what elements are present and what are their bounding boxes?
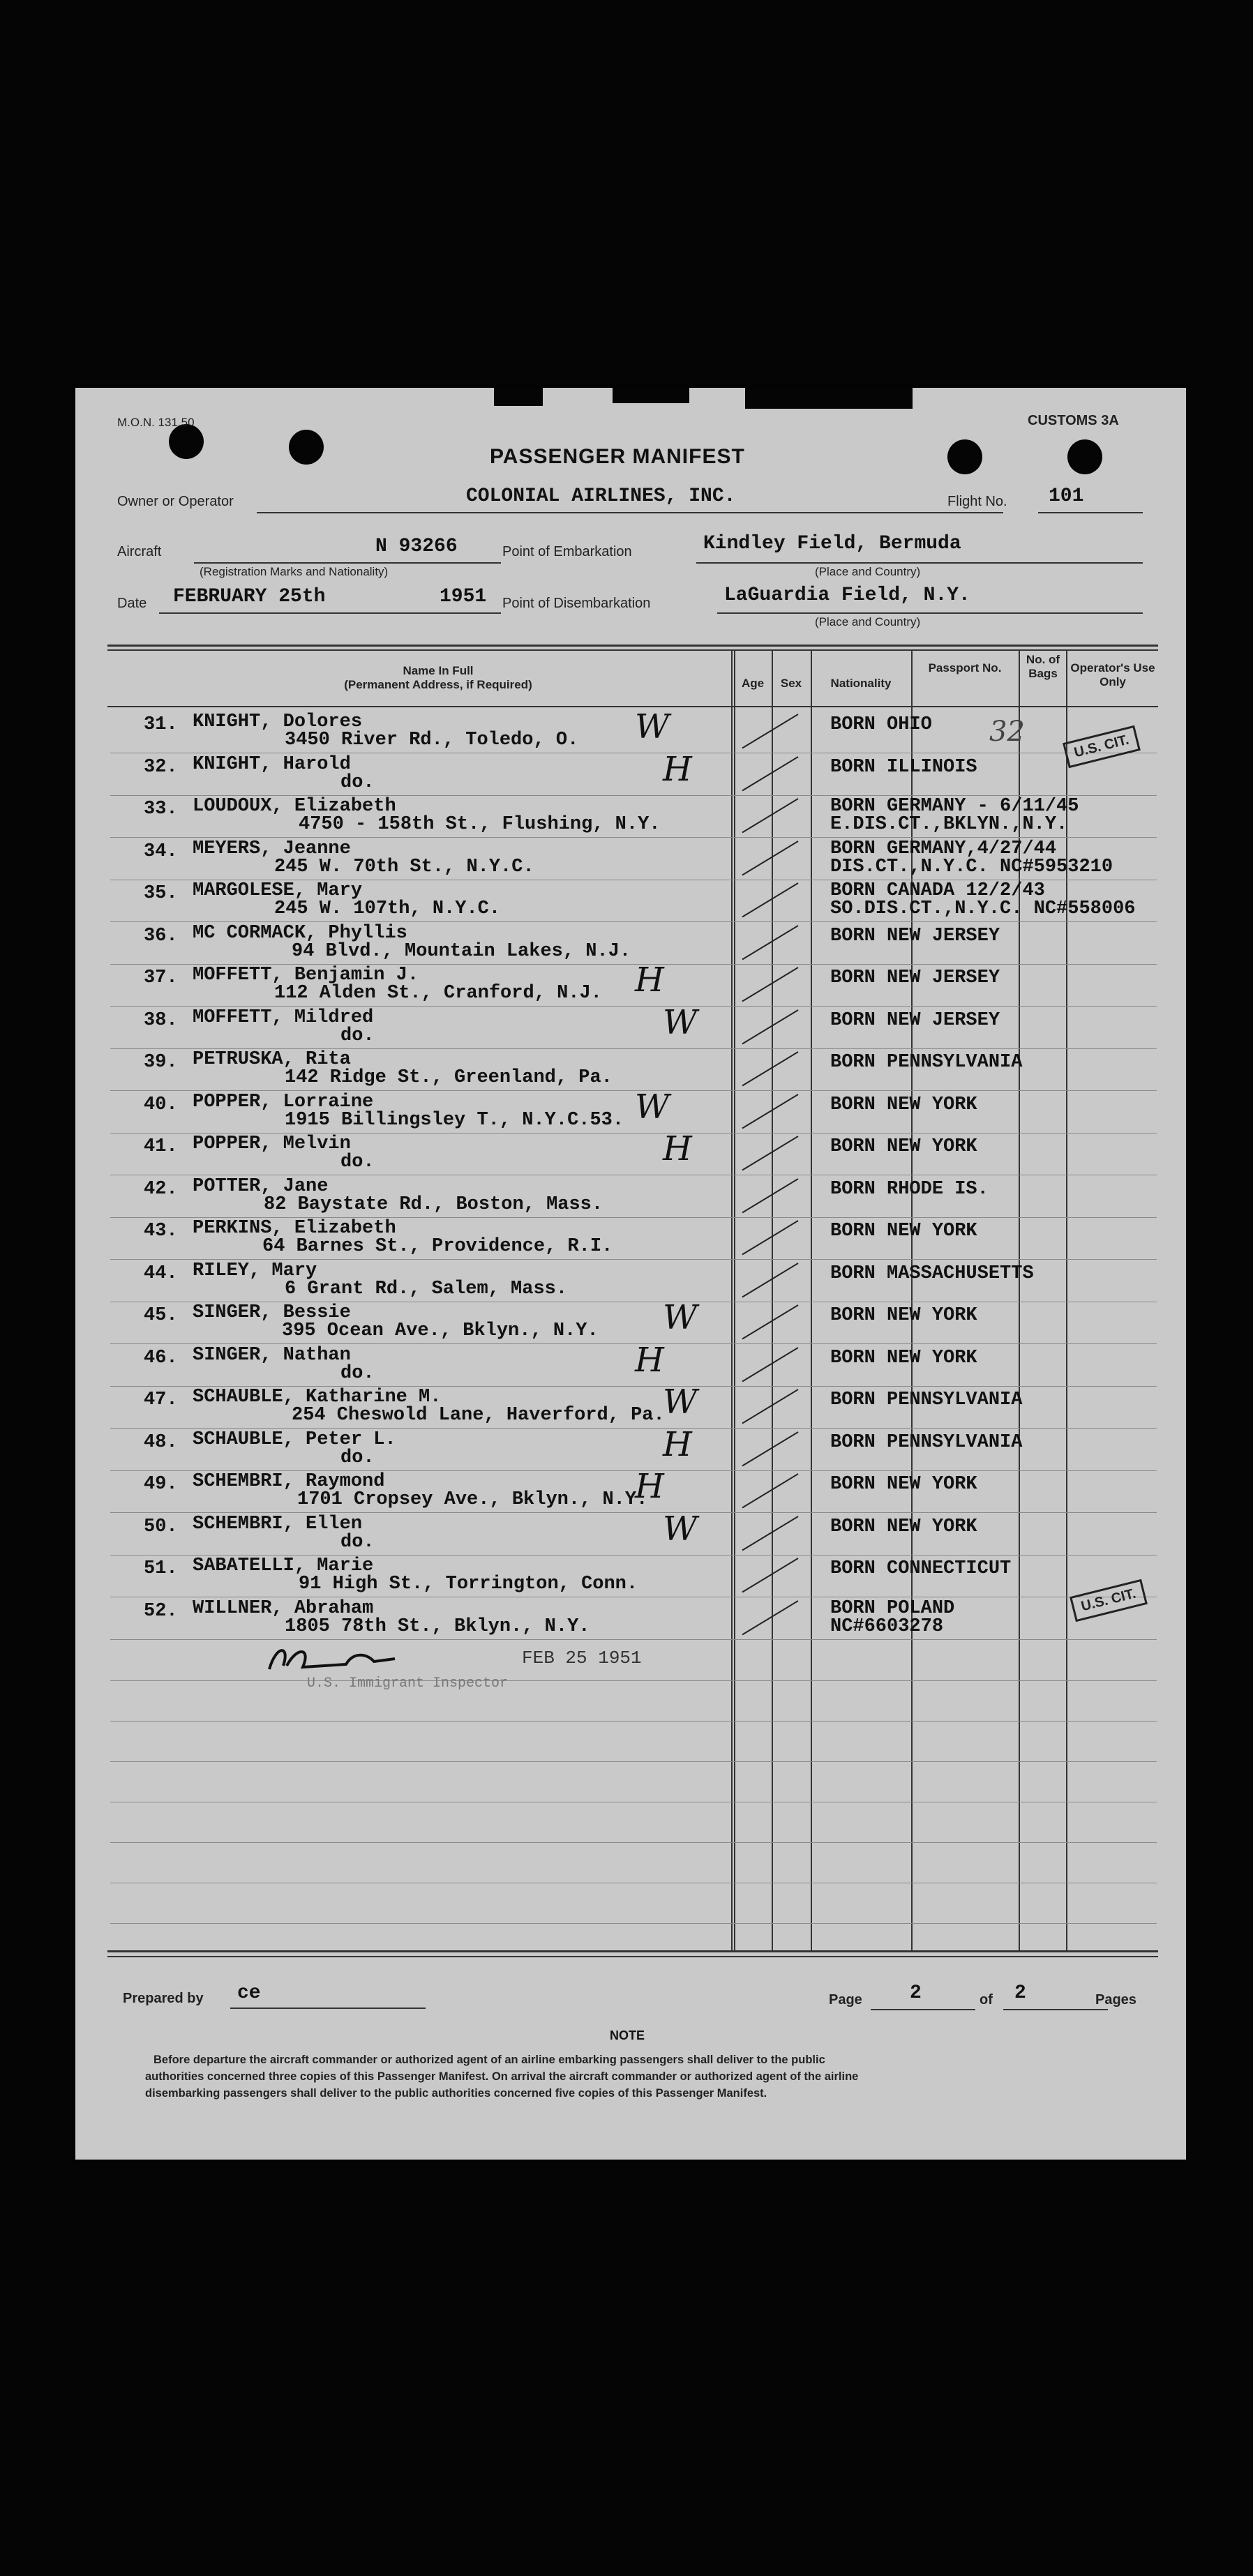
passenger-address: 1915 Billingsley T., N.Y.C.53. bbox=[285, 1110, 624, 1131]
naturalization-value: DIS.CT.,N.Y.C. NC#5953210 bbox=[830, 857, 1113, 878]
owner-value: COLONIAL AIRLINES, INC. bbox=[466, 485, 736, 507]
torn-edge bbox=[494, 388, 543, 406]
divider bbox=[717, 612, 1143, 614]
passenger-address: 142 Ridge St., Greenland, Pa. bbox=[285, 1067, 613, 1088]
table-row bbox=[75, 1467, 1186, 1512]
nationality-value: BORN GERMANY,4/27/44 bbox=[830, 838, 1057, 859]
embark-sub: (Place and Country) bbox=[815, 565, 921, 578]
row-number: 45. bbox=[144, 1305, 178, 1326]
empty-row-rule bbox=[110, 1721, 1157, 1722]
tick-mark bbox=[728, 1006, 812, 1048]
nationality-value: BORN NEW YORK bbox=[830, 1348, 977, 1369]
column-header-name-sub: (Permanent Address, if Required) bbox=[344, 678, 532, 691]
row-number: 46. bbox=[144, 1348, 178, 1369]
passenger-address: do. bbox=[340, 1532, 375, 1553]
nationality-value: BORN NEW JERSEY bbox=[830, 1010, 1000, 1031]
row-number: 37. bbox=[144, 967, 178, 988]
punch-hole bbox=[947, 439, 982, 474]
page-title: PASSENGER MANIFEST bbox=[490, 445, 745, 468]
row-number: 33. bbox=[144, 799, 178, 820]
passenger-name: POTTER, Jane bbox=[193, 1176, 329, 1197]
passenger-address: 245 W. 107th, N.Y.C. bbox=[274, 898, 501, 919]
table-row bbox=[75, 1343, 1186, 1386]
sex-mark: H bbox=[635, 1467, 664, 1506]
row-number: 31. bbox=[144, 714, 178, 735]
row-number: 35. bbox=[144, 883, 178, 904]
passenger-name: SCHEMBRI, Raymond bbox=[193, 1471, 385, 1492]
table-row bbox=[75, 1087, 1186, 1133]
divider bbox=[696, 562, 1143, 564]
passenger-name: MOFFETT, Mildred bbox=[193, 1007, 374, 1028]
empty-row-rule bbox=[110, 1842, 1157, 1843]
disembark-label: Point of Disembarkation bbox=[502, 596, 651, 611]
sex-mark: H bbox=[635, 1341, 664, 1380]
sex-mark: W bbox=[663, 1383, 698, 1422]
column-header-name-label: Name In Full bbox=[403, 664, 474, 677]
table-row bbox=[75, 963, 1186, 1006]
table-top-rule bbox=[107, 645, 1158, 647]
passenger-address: 82 Baystate Rd., Boston, Mass. bbox=[264, 1194, 603, 1215]
passenger-name: WILLNER, Abraham bbox=[193, 1598, 374, 1619]
sex-mark: W bbox=[663, 1298, 698, 1337]
passenger-name: SCHEMBRI, Ellen bbox=[193, 1514, 363, 1535]
passenger-name: PETRUSKA, Rita bbox=[193, 1049, 351, 1070]
tick-mark bbox=[728, 1385, 812, 1428]
divider bbox=[871, 2009, 975, 2010]
row-number: 48. bbox=[144, 1432, 178, 1453]
nationality-value: BORN GERMANY - 6/11/45 bbox=[830, 796, 1079, 817]
divider bbox=[194, 562, 501, 564]
table-row bbox=[75, 750, 1186, 795]
passenger-name: RILEY, Mary bbox=[193, 1260, 317, 1281]
sex-mark: W bbox=[635, 707, 670, 746]
disembark-sub: (Place and Country) bbox=[815, 615, 921, 628]
nationality-value: BORN NEW YORK bbox=[830, 1516, 977, 1537]
flight-value: 101 bbox=[1049, 485, 1084, 507]
nationality-value: BORN NEW JERSEY bbox=[830, 926, 1000, 947]
punch-hole bbox=[1067, 439, 1102, 474]
passenger-address: 395 Ocean Ave., Bklyn., N.Y. bbox=[282, 1320, 599, 1341]
tick-mark bbox=[728, 1470, 812, 1512]
tick-mark bbox=[728, 1259, 812, 1302]
tick-mark bbox=[728, 1132, 812, 1175]
disembark-value: LaGuardia Field, N.Y. bbox=[724, 585, 970, 606]
row-number: 44. bbox=[144, 1263, 178, 1284]
passenger-address: do. bbox=[340, 772, 375, 793]
customs-label: CUSTOMS 3A bbox=[1028, 413, 1119, 428]
note-text-1: Before departure the aircraft commander or authorized agent of an airline embarking passengers shall deliver to the public bbox=[153, 2054, 825, 2066]
tick-mark bbox=[728, 794, 812, 837]
table-row bbox=[75, 794, 1186, 837]
embark-value: Kindley Field, Bermuda bbox=[703, 533, 961, 555]
citizenship-stamp: U.S. CIT. bbox=[1063, 725, 1141, 769]
passenger-name: KNIGHT, Dolores bbox=[193, 711, 363, 732]
inspector-signature bbox=[262, 1638, 402, 1680]
table-row bbox=[75, 1385, 1186, 1428]
column-header-passport: Passport No. bbox=[928, 661, 1002, 675]
sex-mark: H bbox=[635, 961, 664, 1000]
row-number: 40. bbox=[144, 1094, 178, 1115]
table-row bbox=[75, 1298, 1186, 1343]
sex-mark: H bbox=[663, 750, 692, 789]
column-header-operator: Operator's Use Only bbox=[1070, 661, 1155, 688]
naturalization-value: SO.DIS.CT.,N.Y.C. NC#558006 bbox=[830, 898, 1136, 919]
row-number: 34. bbox=[144, 841, 178, 862]
passenger-name: POPPER, Melvin bbox=[193, 1133, 351, 1154]
passenger-name: PERKINS, Elizabeth bbox=[193, 1218, 396, 1239]
naturalization-value: NC#6603278 bbox=[830, 1616, 944, 1637]
table-row bbox=[75, 1597, 1186, 1639]
passenger-address: 245 W. 70th St., N.Y.C. bbox=[274, 857, 534, 878]
nationality-value: BORN PENNSYLVANIA bbox=[830, 1389, 1023, 1410]
tick-mark bbox=[728, 1048, 812, 1090]
table-row bbox=[75, 879, 1186, 921]
passenger-address: 1805 78th St., Bklyn., N.Y. bbox=[285, 1616, 590, 1637]
citizenship-stamp: U.S. CIT. bbox=[1070, 1579, 1148, 1622]
manifest-paper bbox=[75, 388, 1186, 2160]
table-row bbox=[75, 1425, 1186, 1470]
nationality-value: BORN NEW YORK bbox=[830, 1474, 977, 1495]
passenger-address: do. bbox=[340, 1363, 375, 1384]
passenger-address: 1701 Cropsey Ave., Bklyn., N.Y. bbox=[297, 1489, 648, 1510]
nationality-value: BORN OHIO bbox=[830, 714, 932, 735]
divider bbox=[230, 2008, 426, 2009]
table-row bbox=[75, 1554, 1186, 1597]
nationality-value: BORN NEW YORK bbox=[830, 1136, 977, 1157]
table-row bbox=[75, 1509, 1186, 1555]
tick-mark bbox=[728, 753, 812, 795]
sex-mark: H bbox=[663, 1425, 692, 1464]
passenger-address: 64 Barnes St., Providence, R.I. bbox=[262, 1236, 613, 1257]
torn-edge bbox=[745, 388, 913, 409]
row-number: 38. bbox=[144, 1010, 178, 1031]
tick-mark bbox=[728, 710, 812, 753]
row-number: 32. bbox=[144, 757, 178, 778]
passenger-address: 6 Grant Rd., Salem, Mass. bbox=[285, 1279, 568, 1300]
tick-mark bbox=[728, 1301, 812, 1343]
passenger-name: POPPER, Lorraine bbox=[193, 1092, 374, 1113]
row-number: 51. bbox=[144, 1558, 178, 1579]
torn-edge bbox=[613, 388, 689, 403]
tick-mark bbox=[728, 1343, 812, 1386]
table-row bbox=[75, 1003, 1186, 1048]
punch-hole bbox=[289, 430, 324, 465]
passenger-address: do. bbox=[340, 1025, 375, 1046]
naturalization-value: E.DIS.CT.,BKLYN.,N.Y. bbox=[830, 814, 1068, 835]
note-title: NOTE bbox=[610, 2028, 645, 2042]
nationality-value: BORN POLAND bbox=[830, 1598, 955, 1619]
column-header-nationality: Nationality bbox=[830, 677, 892, 690]
passenger-name: MEYERS, Jeanne bbox=[193, 838, 351, 859]
nationality-value: BORN NEW YORK bbox=[830, 1305, 977, 1326]
page-value: 2 bbox=[910, 1982, 922, 2004]
passenger-name: SINGER, Bessie bbox=[193, 1302, 351, 1323]
nationality-value: BORN ILLINOIS bbox=[830, 757, 977, 778]
date-stamp: FEB 25 1951 bbox=[522, 1648, 642, 1669]
passenger-name: SABATELLI, Marie bbox=[193, 1556, 374, 1576]
note-text-2: authorities concerned three copies of this Passenger Manifest. On arrival the aircraft commander or authorized agent of the airline bbox=[145, 2070, 859, 2083]
table-row bbox=[75, 1129, 1186, 1175]
table-header-rule bbox=[107, 706, 1158, 707]
passenger-address: 254 Cheswold Lane, Haverford, Pa. bbox=[292, 1405, 665, 1426]
page-label: Page bbox=[829, 1992, 862, 2008]
row-number: 36. bbox=[144, 926, 178, 947]
divider bbox=[257, 512, 1003, 513]
embark-label: Point of Embarkation bbox=[502, 544, 632, 559]
divider bbox=[159, 612, 501, 614]
table-row bbox=[75, 921, 1186, 964]
empty-row-rule bbox=[110, 1923, 1157, 1924]
sex-mark: W bbox=[663, 1003, 698, 1042]
table-top-rule bbox=[107, 649, 1158, 651]
tick-mark bbox=[728, 1217, 812, 1259]
nationality-value: BORN CONNECTICUT bbox=[830, 1558, 1012, 1579]
aircraft-label: Aircraft bbox=[117, 544, 162, 559]
date-label: Date bbox=[117, 596, 147, 611]
passenger-address: 112 Alden St., Cranford, N.J. bbox=[274, 983, 602, 1004]
passenger-address: 4750 - 158th St., Flushing, N.Y. bbox=[299, 814, 661, 835]
passenger-address: 91 High St., Torrington, Conn. bbox=[299, 1574, 638, 1595]
flight-label: Flight No. bbox=[947, 494, 1007, 509]
table-row bbox=[75, 1217, 1186, 1259]
passenger-name: SCHAUBLE, Katharine M. bbox=[193, 1387, 442, 1408]
passenger-name: KNIGHT, Harold bbox=[193, 754, 351, 775]
tick-mark bbox=[728, 1428, 812, 1470]
sex-mark: H bbox=[663, 1129, 692, 1168]
tick-mark bbox=[728, 1175, 812, 1217]
row-number: 42. bbox=[144, 1179, 178, 1200]
prepared-value: ce bbox=[237, 1982, 261, 2004]
owner-label: Owner or Operator bbox=[117, 494, 234, 509]
divider bbox=[1038, 512, 1143, 513]
nationality-value: BORN CANADA 12/2/43 bbox=[830, 880, 1045, 901]
form-id: M.O.N. 131.50 bbox=[117, 416, 195, 429]
pages-label: Pages bbox=[1095, 1992, 1136, 2008]
table-bottom-rule bbox=[107, 1956, 1158, 1957]
sex-mark: W bbox=[663, 1509, 698, 1549]
aircraft-sub: (Registration Marks and Nationality) bbox=[200, 565, 389, 578]
passenger-name: SCHAUBLE, Peter L. bbox=[193, 1429, 396, 1450]
row-number: 52. bbox=[144, 1601, 178, 1622]
bags-annotation: 32 bbox=[989, 716, 1025, 748]
passenger-name: SINGER, Nathan bbox=[193, 1345, 351, 1366]
nationality-value: BORN NEW YORK bbox=[830, 1094, 977, 1115]
row-number: 43. bbox=[144, 1221, 178, 1242]
passenger-address: do. bbox=[340, 1447, 375, 1468]
column-header-bags: No. of Bags bbox=[1026, 653, 1060, 680]
passenger-name: MC CORMACK, Phyllis bbox=[193, 923, 407, 944]
passenger-name: LOUDOUX, Elizabeth bbox=[193, 796, 396, 817]
table-row bbox=[75, 1175, 1186, 1217]
empty-row-rule bbox=[110, 1761, 1157, 1762]
table-row bbox=[75, 1048, 1186, 1090]
prepared-label: Prepared by bbox=[123, 1991, 204, 2006]
nationality-value: BORN RHODE IS. bbox=[830, 1179, 989, 1200]
tick-mark bbox=[728, 963, 812, 1006]
row-number: 39. bbox=[144, 1052, 178, 1073]
column-header-name bbox=[285, 664, 592, 692]
sex-mark: W bbox=[635, 1087, 670, 1127]
tick-mark bbox=[728, 837, 812, 880]
row-number: 50. bbox=[144, 1516, 178, 1537]
tick-mark bbox=[728, 1554, 812, 1597]
passenger-name: MOFFETT, Benjamin J. bbox=[193, 965, 419, 986]
row-number: 47. bbox=[144, 1389, 178, 1410]
divider bbox=[1003, 2009, 1108, 2010]
passenger-address: do. bbox=[340, 1152, 375, 1173]
table-row bbox=[75, 1259, 1186, 1302]
tick-mark bbox=[728, 1512, 812, 1555]
row-number: 49. bbox=[144, 1474, 178, 1495]
column-header-sex: Sex bbox=[780, 677, 802, 690]
nationality-value: BORN PENNSYLVANIA bbox=[830, 1052, 1023, 1073]
aircraft-value: N 93266 bbox=[375, 536, 458, 557]
nationality-value: BORN PENNSYLVANIA bbox=[830, 1432, 1023, 1453]
note-text-3: disembarking passengers shall deliver to the public authorities concerned five copies of this Passenger Manifest. bbox=[145, 2087, 767, 2100]
inspector-stamp: U.S. Immigrant Inspector bbox=[307, 1675, 509, 1692]
nationality-value: BORN NEW JERSEY bbox=[830, 967, 1000, 988]
nationality-value: BORN NEW YORK bbox=[830, 1221, 977, 1242]
empty-row-rule bbox=[110, 1680, 1157, 1681]
nationality-value: BORN MASSACHUSETTS bbox=[830, 1263, 1034, 1284]
row-number: 41. bbox=[144, 1136, 178, 1157]
column-header-age: Age bbox=[741, 677, 765, 690]
year-value: 1951 bbox=[440, 586, 487, 608]
tick-mark bbox=[728, 879, 812, 921]
passenger-address: 3450 River Rd., Toledo, O. bbox=[285, 730, 579, 751]
tick-mark bbox=[728, 1597, 812, 1639]
table-row bbox=[75, 837, 1186, 880]
passenger-name: MARGOLESE, Mary bbox=[193, 880, 363, 901]
tick-mark bbox=[728, 921, 812, 964]
passenger-address: 94 Blvd., Mountain Lakes, N.J. bbox=[292, 941, 631, 962]
of-value: 2 bbox=[1014, 1982, 1026, 2004]
date-value: FEBRUARY 25th bbox=[173, 586, 326, 608]
of-label: of bbox=[980, 1992, 993, 2008]
table-bottom-rule bbox=[107, 1950, 1158, 1952]
tick-mark bbox=[728, 1090, 812, 1133]
